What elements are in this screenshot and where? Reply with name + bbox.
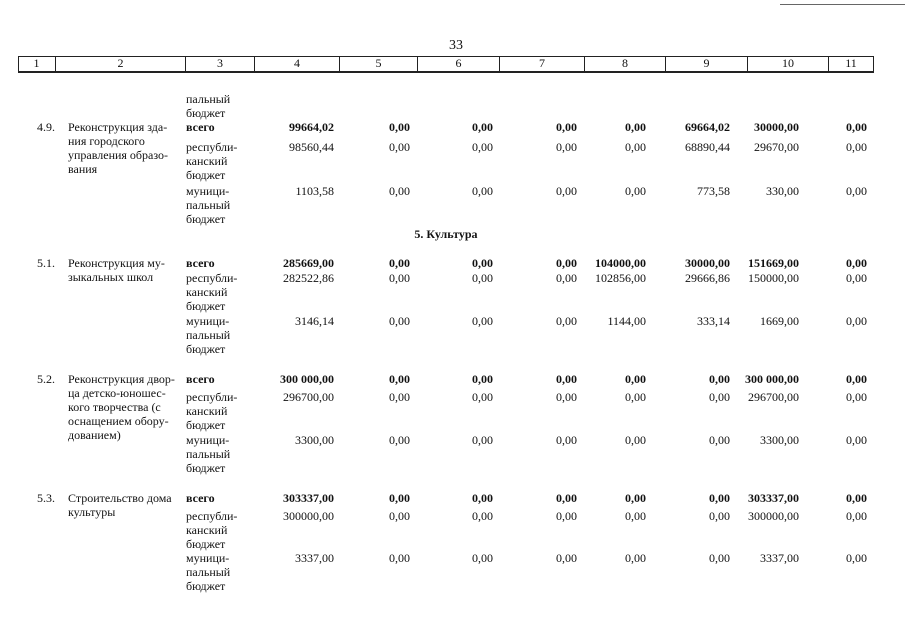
value-cell: 0,00 xyxy=(846,256,867,270)
value-cell: 0,00 xyxy=(625,491,646,505)
value-cell: 0,00 xyxy=(625,140,646,154)
budget-type-label: бюджет xyxy=(186,579,226,593)
budget-type-label: муници- xyxy=(186,314,230,328)
top-rule xyxy=(780,4,905,5)
budget-type-label: бюджет xyxy=(186,168,226,182)
row-name: дованием) xyxy=(68,428,121,442)
row-name: Строительство дома xyxy=(68,491,172,505)
column-header-2: 2 xyxy=(56,56,186,72)
row-name: Реконструкция му- xyxy=(68,256,165,270)
value-cell: 0,00 xyxy=(556,256,577,270)
value-cell: 0,00 xyxy=(556,184,577,198)
value-cell: 98560,44 xyxy=(289,140,334,154)
value-cell: 0,00 xyxy=(472,271,493,285)
row-name: зыкальных школ xyxy=(68,270,154,284)
budget-type-label: муници- xyxy=(186,551,230,565)
row-name: культуры xyxy=(68,505,116,519)
budget-type-label: всего xyxy=(186,120,215,134)
value-cell: 0,00 xyxy=(709,372,730,386)
value-cell: 0,00 xyxy=(389,120,410,134)
row-number: 4.9. xyxy=(37,120,55,134)
column-header-3: 3 xyxy=(186,56,255,72)
row-number: 5.1. xyxy=(37,256,55,270)
value-cell: 0,00 xyxy=(389,491,410,505)
value-cell: 0,00 xyxy=(556,120,577,134)
value-cell: 3146,14 xyxy=(295,314,334,328)
column-header-1: 1 xyxy=(18,56,56,72)
value-cell: 30000,00 xyxy=(685,256,730,270)
row-number: 5.3. xyxy=(37,491,55,505)
value-cell: 30000,00 xyxy=(754,120,799,134)
value-cell: 0,00 xyxy=(846,140,867,154)
row-name: ца детско-юношес- xyxy=(68,386,166,400)
value-cell: 0,00 xyxy=(556,433,577,447)
value-cell: 0,00 xyxy=(625,551,646,565)
value-cell: 0,00 xyxy=(625,390,646,404)
value-cell: 0,00 xyxy=(556,271,577,285)
value-cell: 0,00 xyxy=(556,372,577,386)
budget-type-label: республи- xyxy=(186,140,238,154)
value-cell: 0,00 xyxy=(472,140,493,154)
value-cell: 0,00 xyxy=(709,551,730,565)
value-cell: 333,14 xyxy=(697,314,730,328)
row-name: оснащением обору- xyxy=(68,414,169,428)
value-cell: 0,00 xyxy=(389,372,410,386)
value-cell: 3337,00 xyxy=(760,551,799,565)
value-cell: 1144,00 xyxy=(607,314,646,328)
budget-type-label: пальный xyxy=(186,198,231,212)
value-cell: 69664,02 xyxy=(685,120,730,134)
value-cell: 0,00 xyxy=(709,390,730,404)
value-cell: 0,00 xyxy=(846,491,867,505)
value-cell: 0,00 xyxy=(846,372,867,386)
row-name: ния городского xyxy=(68,134,145,148)
value-cell: 3300,00 xyxy=(295,433,334,447)
value-cell: 0,00 xyxy=(846,314,867,328)
value-cell: 0,00 xyxy=(472,551,493,565)
budget-type-label: бюджет xyxy=(186,342,226,356)
value-cell: 29670,00 xyxy=(754,140,799,154)
column-header-9: 9 xyxy=(666,56,748,72)
column-header-7: 7 xyxy=(500,56,585,72)
budget-type-label: бюджет xyxy=(186,106,226,120)
value-cell: 0,00 xyxy=(472,433,493,447)
value-cell: 0,00 xyxy=(625,120,646,134)
value-cell: 0,00 xyxy=(472,390,493,404)
budget-type-label: бюджет xyxy=(186,418,226,432)
budget-type-label: муници- xyxy=(186,184,230,198)
value-cell: 0,00 xyxy=(389,184,410,198)
budget-type-label: всего xyxy=(186,372,215,386)
column-header-4: 4 xyxy=(255,56,340,72)
value-cell: 285669,00 xyxy=(283,256,334,270)
budget-type-label: республи- xyxy=(186,390,238,404)
value-cell: 0,00 xyxy=(556,509,577,523)
value-cell: 0,00 xyxy=(556,390,577,404)
value-cell: 330,00 xyxy=(766,184,799,198)
value-cell: 0,00 xyxy=(389,551,410,565)
value-cell: 0,00 xyxy=(709,491,730,505)
value-cell: 0,00 xyxy=(389,271,410,285)
value-cell: 68890,44 xyxy=(685,140,730,154)
value-cell: 296700,00 xyxy=(283,390,334,404)
budget-type-label: муници- xyxy=(186,433,230,447)
value-cell: 1669,00 xyxy=(760,314,799,328)
value-cell: 0,00 xyxy=(389,390,410,404)
budget-type-label: всего xyxy=(186,256,215,270)
value-cell: 0,00 xyxy=(556,551,577,565)
budget-type-label: республи- xyxy=(186,509,238,523)
budget-type-label: канский xyxy=(186,154,228,168)
budget-type-label: всего xyxy=(186,491,215,505)
value-cell: 102856,00 xyxy=(595,271,646,285)
value-cell: 0,00 xyxy=(846,433,867,447)
budget-type-label: канский xyxy=(186,404,228,418)
value-cell: 0,00 xyxy=(556,491,577,505)
value-cell: 0,00 xyxy=(846,271,867,285)
value-cell: 0,00 xyxy=(389,509,410,523)
column-header-6: 6 xyxy=(418,56,500,72)
budget-type-label: бюджет xyxy=(186,299,226,313)
value-cell: 0,00 xyxy=(846,390,867,404)
page-number: 33 xyxy=(449,38,463,53)
budget-type-label: бюджет xyxy=(186,537,226,551)
row-name: кого творчества (с xyxy=(68,400,161,414)
value-cell: 3300,00 xyxy=(760,433,799,447)
value-cell: 0,00 xyxy=(846,184,867,198)
row-number: 5.2. xyxy=(37,372,55,386)
value-cell: 296700,00 xyxy=(748,390,799,404)
budget-type-label: пальный xyxy=(186,328,231,342)
value-cell: 0,00 xyxy=(846,509,867,523)
section-title: 5. Культура xyxy=(414,227,478,241)
value-cell: 0,00 xyxy=(556,314,577,328)
budget-type-label: пальный xyxy=(186,447,231,461)
budget-type-label: пальный xyxy=(186,565,231,579)
value-cell: 773,58 xyxy=(697,184,730,198)
header-bottom-rule xyxy=(18,72,874,73)
value-cell: 0,00 xyxy=(709,433,730,447)
budget-type-label: бюджет xyxy=(186,212,226,226)
value-cell: 300 000,00 xyxy=(280,372,334,386)
value-cell: 151669,00 xyxy=(748,256,799,270)
budget-type-label: бюджет xyxy=(186,461,226,475)
row-name: управления образо- xyxy=(68,148,169,162)
value-cell: 3337,00 xyxy=(295,551,334,565)
value-cell: 0,00 xyxy=(556,140,577,154)
value-cell: 104000,00 xyxy=(595,256,646,270)
row-name: Реконструкция зда- xyxy=(68,120,168,134)
value-cell: 0,00 xyxy=(709,509,730,523)
value-cell: 0,00 xyxy=(472,314,493,328)
value-cell: 0,00 xyxy=(389,314,410,328)
value-cell: 0,00 xyxy=(472,509,493,523)
row-name: вания xyxy=(68,162,98,176)
value-cell: 0,00 xyxy=(625,372,646,386)
value-cell: 303337,00 xyxy=(748,491,799,505)
budget-type-label: канский xyxy=(186,523,228,537)
value-cell: 29666,86 xyxy=(685,271,730,285)
value-cell: 303337,00 xyxy=(283,491,334,505)
value-cell: 0,00 xyxy=(472,372,493,386)
value-cell: 0,00 xyxy=(625,509,646,523)
value-cell: 0,00 xyxy=(472,184,493,198)
value-cell: 0,00 xyxy=(846,551,867,565)
budget-type-label: республи- xyxy=(186,271,238,285)
value-cell: 300000,00 xyxy=(748,509,799,523)
column-header-5: 5 xyxy=(340,56,418,72)
value-cell: 0,00 xyxy=(846,120,867,134)
value-cell: 0,00 xyxy=(389,256,410,270)
value-cell: 300000,00 xyxy=(283,509,334,523)
value-cell: 0,00 xyxy=(472,256,493,270)
value-cell: 282522,86 xyxy=(283,271,334,285)
value-cell: 0,00 xyxy=(625,184,646,198)
value-cell: 1103,58 xyxy=(295,184,334,198)
value-cell: 0,00 xyxy=(625,433,646,447)
value-cell: 0,00 xyxy=(389,140,410,154)
column-header-10: 10 xyxy=(748,56,829,72)
budget-type-label: пальный xyxy=(186,92,231,106)
budget-type-label: канский xyxy=(186,285,228,299)
column-header-8: 8 xyxy=(585,56,666,72)
row-name: Реконструкция двор- xyxy=(68,372,175,386)
value-cell: 0,00 xyxy=(389,433,410,447)
value-cell: 300 000,00 xyxy=(745,372,799,386)
value-cell: 0,00 xyxy=(472,120,493,134)
value-cell: 150000,00 xyxy=(748,271,799,285)
value-cell: 0,00 xyxy=(472,491,493,505)
column-header-11: 11 xyxy=(829,56,874,72)
value-cell: 99664,02 xyxy=(289,120,334,134)
